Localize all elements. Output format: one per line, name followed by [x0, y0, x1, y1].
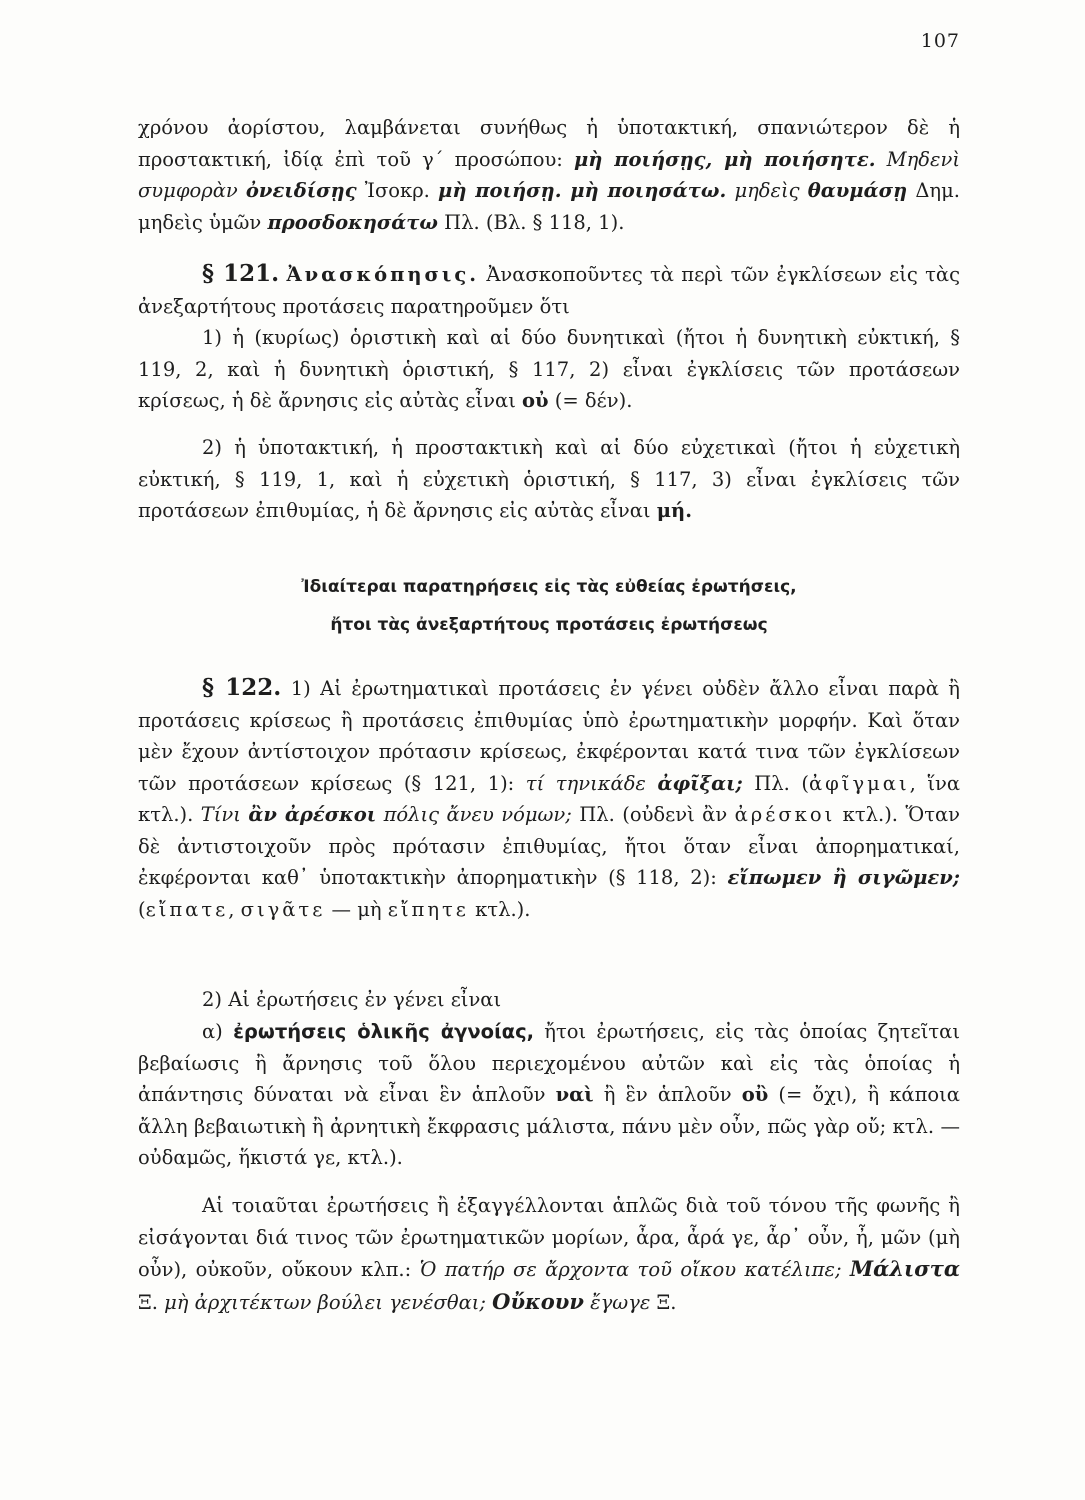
example: ἂν ἀρέσκοι [248, 803, 377, 826]
example: προσδοκησάτω [267, 210, 438, 234]
example: μὴ ποιήσῃς, μὴ ποιήσητε. [574, 147, 876, 171]
text: , [228, 897, 241, 921]
example: Ὁ πατήρ σε ἄρχοντα τοῦ οἴκου κατέλιπε; [419, 1258, 842, 1281]
text: , ἵνα κτλ.). [138, 771, 960, 826]
example: ἔγωγε [590, 1290, 651, 1314]
text: κτλ.). [468, 897, 531, 921]
section-122 [138, 672, 960, 925]
negation: οὐ [522, 389, 549, 412]
subheading-line-1: Ἰδιαίτεραι παρατηρήσεις εἰς τὰς εὐθείας ἐρωτήσεις, [301, 577, 797, 597]
subheading-line-2: ἤτοι τὰς ἀνεξαρτήτους προτάσεις ἐρωτήσεως [330, 615, 768, 635]
paragraph-particles [138, 1190, 960, 1318]
text: 2) ἡ ὑποτακτική, ἡ προστακτικὴ καὶ αἱ δύο εὐχετικαὶ (ἤτοι ἡ εὐχετικὴ εὐκτική, § 119, 1, καὶ ἡ εὐχετικὴ ὁριστική, § 117, 3) εἶναι ἐγκλίσεις τῶν προτάσεων ἐπιθυμίας, ἡ δὲ ἄρνησις εἰς αὐτὰς εἶναι [138, 436, 960, 522]
example: τί τηνικάδε [525, 771, 646, 795]
example: εἴπωμεν ἢ σιγῶμεν; [727, 866, 960, 889]
spaced-form: σιγᾶτε [240, 897, 326, 921]
answer: Οὔκουν [492, 1288, 584, 1314]
paragraph-2 [138, 984, 960, 1016]
example: ἀφῖξαι; [657, 771, 743, 795]
text: Αἱ τοιαῦται ἐρωτήσεις ἢ ἐξαγγέλλονται ἁπλῶς διὰ τοῦ τόνου τῆς φωνῆς ἢ εἰσάγονται διά τινος τῶν ἐρωτηματικῶν μορίων, ἆρα, ἆρά γε, ἆρ᾽ οὖν, ἦ, μῶν (μὴ οὖν), οὐκοῦν, οὔκουν κλπ.: [138, 1194, 960, 1281]
answer-no: οὒ [741, 1083, 769, 1106]
spaced-form: ἀρέσκοι [734, 803, 836, 826]
negation: μή. [656, 499, 693, 522]
text: Ξ. [650, 1290, 677, 1314]
subheading [138, 568, 960, 644]
section-121-item-1 [138, 322, 960, 417]
section-title: Ἀνασκόπησις. [286, 263, 480, 286]
text: Πλ. (οὐδενὶ ἂν [571, 803, 735, 826]
text: Ἀνασκοποῦντες τὰ περὶ τῶν ἐγκλίσεων εἰς τὰς ἀνεξαρτήτους προτάσεις παρατηροῦμεν ὅτι [138, 263, 960, 318]
term: ἐρωτήσεις ὁλικῆς ἀγνοίας, [233, 1020, 535, 1043]
section-121-item-2 [138, 432, 960, 527]
paragraph-alpha [138, 1016, 960, 1174]
text: Δημ. μηδεὶς ὑμῶν [138, 179, 960, 234]
text: — μὴ [325, 897, 388, 921]
text: Πλ. (Βλ. § 118, 1). [437, 210, 625, 234]
text: χρόνου ἀορίστου, λαμβάνεται συνήθως ἡ ὑποτακτική, σπανιώτερον δὲ ἡ προστακτική, ἰδίᾳ ἐπὶ τοῦ γ΄ προσώπου: [138, 116, 960, 171]
answer: Μάλιστα [849, 1256, 960, 1281]
text: Ξ. [138, 1290, 165, 1314]
text: ( [138, 897, 146, 921]
section-number: § 122. [202, 674, 282, 701]
section-number: § 121. [202, 260, 280, 287]
section-121 [138, 258, 960, 322]
text: μηδεὶς [726, 179, 808, 202]
text: ἤτοι ἐρωτήσεις, εἰς τὰς ὁποίας ζητεῖται βεβαίωσις ἢ ἄρνησις τοῦ ὅλου περιεχομένου αὐτῶν καὶ εἰς τὰς ὁποίας ἡ ἀπάντησις δύναται νὰ εἶναι ἓν ἁπλοῦν [138, 1020, 960, 1106]
answer-yes: ναὶ [555, 1083, 594, 1106]
text: ἢ ἓν ἁπλοῦν [593, 1083, 742, 1106]
text: 2) Αἱ ἐρωτήσεις ἐν γένει εἶναι [202, 988, 502, 1011]
paragraph-continuation [138, 112, 960, 238]
list-label: α) [202, 1020, 234, 1043]
spaced-form: εἴπητε [387, 897, 469, 921]
example: πόλις ἄνευ νόμων; [383, 803, 572, 826]
example: μὴ ποιήσῃ. μὴ ποιησάτω. [438, 179, 727, 202]
spaced-form: εἴπατε [145, 897, 229, 921]
example: ὀνειδίσῃς [245, 179, 357, 202]
text: (= ὄχι), ἢ κάποια ἄλλη βεβαιωτικὴ ἢ ἀρνητικὴ ἔκφρασις μάλιστα, πάνυ μὲν οὖν, πῶς γὰρ οὔ; κτλ. — οὐδαμῶς, ἥκιστά γε, κτλ.). [138, 1083, 960, 1169]
spaced-form: ἀφῖγμαι [808, 771, 910, 795]
example: θαυμάσῃ [807, 179, 908, 202]
text: Πλ. ( [742, 771, 809, 795]
text: 1) ἡ (κυρίως) ὁριστικὴ καὶ αἱ δύο δυνητικαὶ (ἤτοι ἡ δυνητικὴ εὐκτική, § 119, 2, καὶ ἡ δυνητικὴ ὁριστική, § 117, 2) εἶναι ἐγκλίσεις τῶν προτάσεων κρίσεως, ἡ δὲ ἄρνησις εἰς αὐτὰς εἶναι [138, 326, 960, 412]
text: Ἰσοκρ. [356, 179, 439, 202]
text: Μηδενὶ συμφορὰν [138, 147, 960, 202]
example: Τίνι [200, 803, 241, 826]
example: μὴ ἀρχιτέκτων βούλει γενέσθαι; [164, 1290, 486, 1314]
text: (= δέν). [548, 389, 633, 412]
page-number: 107 [920, 30, 960, 52]
text: κτλ.). Ὅταν δὲ ἀντιστοιχοῦν πρὸς πρότασιν ἐπιθυμίας, ἤτοι ὅταν εἶναι ἀπορηματικαί, ἐκφέρονται καθ᾽ ὑποτακτικὴν ἀπορηματικὴν (§ 118, 2): [138, 803, 961, 889]
text: 1) Αἱ ἐρωτηματικαὶ προτάσεις ἐν γένει οὐδὲν ἄλλο εἶναι παρὰ ἢ προτάσεις κρίσεως ἢ προτάσεις ἐπιθυμίας ὑπὸ ἐρωτηματικὴν μορφήν. Καὶ ὅταν μὲν ἔχουν ἀντίστοιχον πρότασιν κρίσεως, ἐκφέρονται κατά τινα τῶν ἐγκλίσεων τῶν προτάσεων κρίσεως (§ 121, 1): [138, 677, 960, 795]
